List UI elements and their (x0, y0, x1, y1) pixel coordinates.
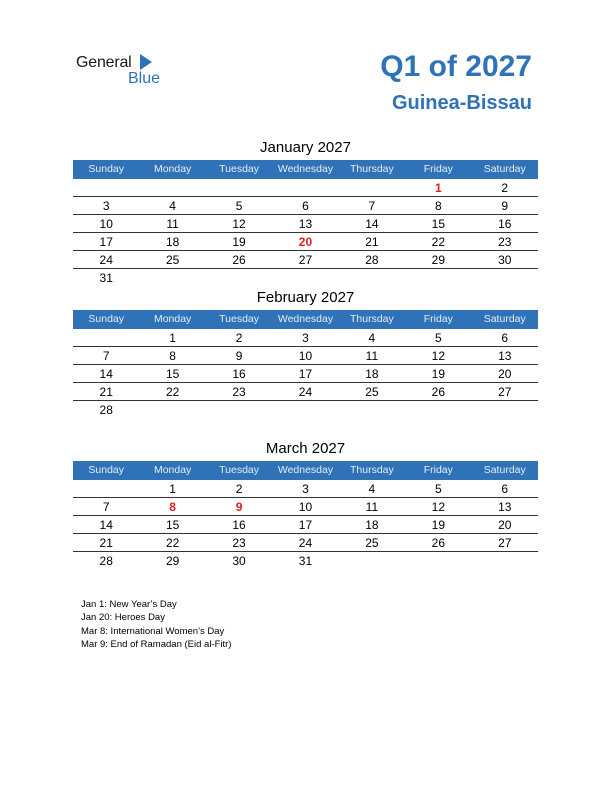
day-cell: 27 (298, 253, 313, 267)
day-cell: 17 (298, 518, 313, 532)
day-cell: 28 (99, 403, 113, 417)
empty-day-cell (206, 401, 272, 418)
month-calendar-january (73, 138, 538, 286)
day-cell: 23 (232, 385, 246, 399)
weekday-label: Sunday (88, 464, 125, 476)
holiday-list (81, 598, 231, 651)
generalblue-logo (76, 52, 176, 88)
day-cell: 15 (431, 217, 445, 231)
weekday-label: Thursday (350, 313, 394, 325)
logo-triangle-icon (140, 54, 152, 70)
day-cell: 22 (165, 536, 180, 550)
day-cell: 18 (365, 367, 379, 381)
week-row (73, 552, 538, 569)
weekday-label: Friday (423, 313, 453, 325)
holiday-entry: Jan 20: Heroes Day (81, 612, 165, 624)
day-cell: 31 (298, 554, 313, 568)
weekday-label: Friday (423, 464, 453, 476)
day-cell: 24 (298, 536, 313, 550)
day-cell: 18 (365, 518, 379, 532)
day-cell: 11 (365, 349, 379, 363)
day-cell: 8 (169, 500, 176, 514)
week-row (73, 534, 538, 552)
empty-day-cell (139, 401, 205, 418)
day-cell: 7 (102, 349, 110, 363)
week-row (73, 251, 538, 269)
week-row (73, 215, 538, 233)
day-cell: 14 (99, 367, 113, 381)
day-cell: 3 (302, 482, 309, 496)
day-cell: 18 (165, 235, 180, 249)
day-cell: 25 (165, 253, 180, 267)
week-row (73, 347, 538, 365)
weekday-label: Monday (153, 464, 192, 476)
week-row (73, 269, 538, 286)
weekday-label: Thursday (350, 163, 394, 175)
weekday-label: Monday (153, 163, 192, 175)
day-cell: 2 (235, 331, 243, 345)
week-row (73, 179, 538, 197)
empty-day-cell (339, 269, 405, 286)
week-row (73, 498, 538, 516)
empty-day-cell (472, 401, 538, 418)
day-cell: 25 (365, 536, 379, 550)
day-cell: 26 (232, 253, 246, 267)
empty-day-cell (272, 401, 338, 418)
empty-day-cell (339, 179, 405, 196)
day-cell: 22 (431, 235, 445, 249)
day-cell: 28 (99, 554, 113, 568)
day-cell: 24 (99, 253, 113, 267)
weekday-label: Saturday (483, 163, 526, 175)
empty-day-cell (73, 179, 139, 196)
empty-day-cell (139, 269, 205, 286)
holiday-entry: Mar 8: International Women’s Day (81, 625, 225, 637)
day-cell: 10 (298, 349, 313, 363)
logo-text-general: General (76, 54, 132, 71)
week-row (73, 401, 538, 418)
week-row (73, 383, 538, 401)
week-row (73, 480, 538, 498)
week-row (73, 516, 538, 534)
day-cell: 1 (169, 331, 176, 345)
day-cell: 4 (368, 331, 376, 345)
day-cell: 5 (434, 482, 442, 496)
empty-day-cell (405, 269, 471, 286)
day-cell: 19 (232, 235, 246, 249)
day-cell: 17 (99, 235, 113, 249)
empty-day-cell (206, 179, 272, 196)
empty-day-cell (272, 269, 338, 286)
day-cell: 21 (99, 536, 113, 550)
empty-day-cell (206, 269, 272, 286)
country-name: Guinea-Bissau (391, 92, 532, 114)
day-cell: 13 (498, 349, 512, 363)
week-row (73, 329, 538, 347)
holiday-entry: Jan 1: New Year’s Day (81, 599, 177, 610)
day-cell: 16 (232, 518, 246, 532)
day-cell: 9 (235, 349, 243, 363)
empty-day-cell (472, 552, 538, 569)
empty-day-cell (139, 179, 205, 196)
empty-day-cell (73, 329, 139, 346)
weekday-label: Wednesday (277, 313, 334, 325)
month-calendar-march (73, 439, 538, 569)
day-cell: 14 (99, 518, 113, 532)
day-cell: 23 (232, 536, 246, 550)
weekday-label: Wednesday (277, 464, 334, 476)
weekday-header-row (73, 461, 538, 480)
day-cell: 2 (501, 181, 509, 195)
day-cell: 22 (165, 385, 180, 399)
day-cell: 30 (232, 554, 246, 568)
month-calendar-february (73, 288, 538, 418)
weekday-header-row (73, 310, 538, 329)
day-cell: 21 (365, 235, 379, 249)
day-cell: 6 (501, 482, 509, 496)
day-cell: 19 (431, 367, 445, 381)
day-cell: 1 (169, 482, 176, 496)
weekday-label: Tuesday (219, 464, 259, 476)
month-title: January 2027 (260, 139, 351, 156)
day-cell: 8 (169, 349, 176, 363)
day-cell: 3 (302, 331, 309, 345)
day-cell: 29 (165, 554, 180, 568)
day-cell: 4 (169, 199, 176, 213)
weekday-label: Sunday (88, 313, 125, 325)
weekday-label: Sunday (88, 163, 125, 175)
day-cell: 14 (365, 217, 379, 231)
weekday-header-row (73, 160, 538, 179)
empty-day-cell (405, 401, 471, 418)
weekday-label: Wednesday (277, 163, 334, 175)
day-cell: 12 (431, 349, 445, 363)
day-cell: 25 (365, 385, 379, 399)
day-cell: 5 (434, 331, 442, 345)
weekday-label: Saturday (483, 313, 526, 325)
day-cell: 19 (431, 518, 445, 532)
day-cell: 13 (498, 500, 512, 514)
day-cell: 16 (232, 367, 246, 381)
day-cell: 3 (102, 199, 110, 213)
day-cell: 20 (498, 367, 512, 381)
day-cell: 24 (298, 385, 313, 399)
week-row (73, 197, 538, 215)
day-cell: 2 (235, 482, 243, 496)
day-cell: 17 (298, 367, 313, 381)
day-cell: 23 (498, 235, 512, 249)
day-cell: 9 (501, 199, 509, 213)
day-cell: 27 (498, 536, 512, 550)
day-cell: 29 (431, 253, 445, 267)
empty-day-cell (472, 269, 538, 286)
day-cell: 27 (498, 385, 512, 399)
day-cell: 6 (302, 199, 309, 213)
day-cell: 10 (99, 217, 113, 231)
day-cell: 13 (298, 217, 313, 231)
weekday-label: Monday (153, 313, 192, 325)
day-cell: 15 (165, 518, 180, 532)
week-row (73, 233, 538, 251)
day-cell: 4 (368, 482, 376, 496)
day-cell: 26 (431, 536, 445, 550)
day-cell: 12 (232, 217, 246, 231)
logo-text-blue: Blue (128, 70, 161, 87)
day-cell: 31 (99, 271, 113, 285)
month-title: March 2027 (265, 440, 346, 457)
day-cell: 11 (365, 500, 379, 514)
day-cell: 28 (365, 253, 379, 267)
month-title: February 2027 (256, 289, 355, 306)
empty-day-cell (339, 552, 405, 569)
weekday-label: Friday (423, 163, 453, 175)
weekday-label: Thursday (350, 464, 394, 476)
empty-day-cell (272, 179, 338, 196)
holiday-entry: Mar 9: End of Ramadan (Eid al-Fitr) (81, 638, 232, 650)
empty-day-cell (405, 552, 471, 569)
empty-day-cell (73, 480, 139, 497)
empty-day-cell (339, 401, 405, 418)
day-cell: 11 (166, 217, 179, 231)
weekday-label: Saturday (483, 464, 526, 476)
day-cell: 30 (498, 253, 512, 267)
day-cell: 1 (434, 181, 442, 195)
weekday-label: Tuesday (219, 163, 259, 175)
day-cell: 6 (501, 331, 509, 345)
day-cell: 12 (431, 500, 445, 514)
day-cell: 9 (235, 500, 243, 514)
week-row (73, 365, 538, 383)
day-cell: 21 (99, 385, 113, 399)
day-cell: 5 (235, 199, 243, 213)
day-cell: 16 (498, 217, 512, 231)
day-cell: 7 (368, 199, 376, 213)
day-cell: 15 (165, 367, 180, 381)
day-cell: 20 (298, 235, 313, 249)
day-cell: 20 (498, 518, 512, 532)
day-cell: 10 (298, 500, 313, 514)
day-cell: 7 (102, 500, 110, 514)
day-cell: 8 (434, 199, 442, 213)
weekday-label: Tuesday (219, 313, 259, 325)
page-title: Q1 of 2027 (380, 50, 532, 83)
day-cell: 26 (431, 385, 445, 399)
